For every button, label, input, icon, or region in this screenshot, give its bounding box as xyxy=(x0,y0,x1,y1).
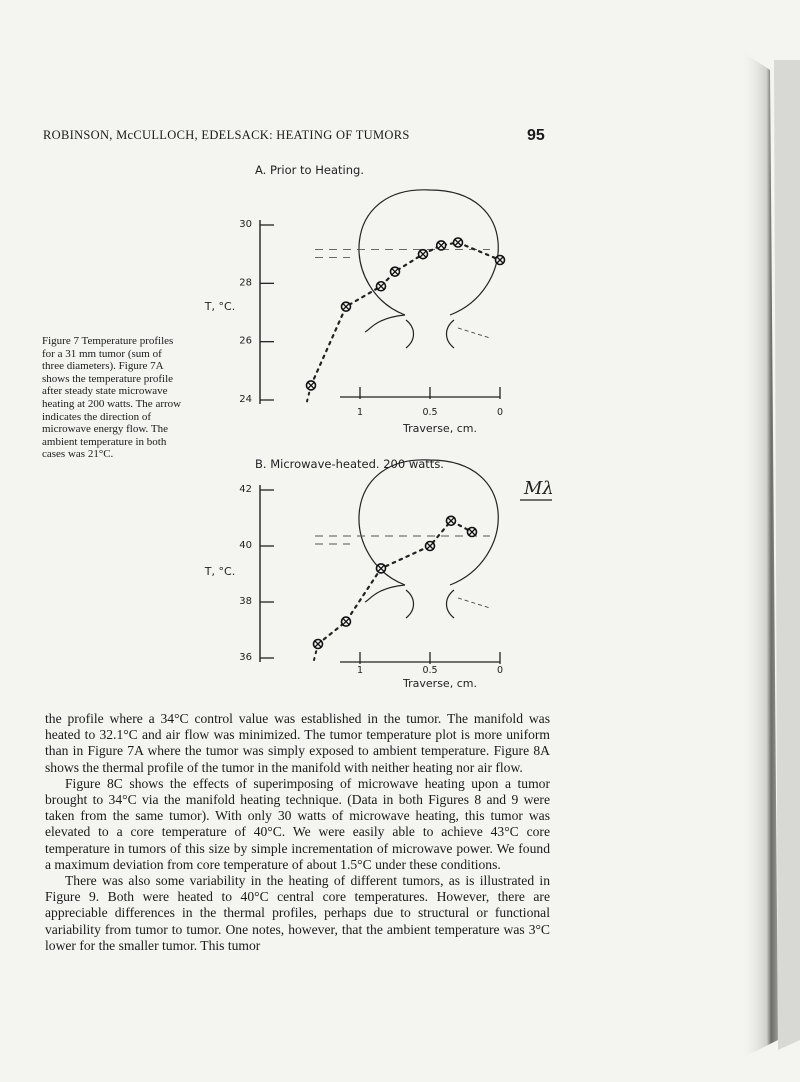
data-point xyxy=(447,516,456,525)
tumor-stalk xyxy=(406,320,414,348)
chart-b xyxy=(204,457,503,690)
chart-title: B. Microwave-heated. 200 watts. xyxy=(255,457,444,471)
data-point xyxy=(377,564,386,573)
body-text xyxy=(45,711,550,954)
x-axis-label: Traverse, cm. xyxy=(403,677,477,690)
body-paragraph-3: There was also some variability in the heating of different tumors, as is illustrated in Figure 9. Both were heated to 40°C central core temperatures. However, there are appreciable differences in the thermal profiles, perhaps due to structural or functional variability from tumor to tumor. One notes, however, that the ambient temperature was 3°C lower for the smaller tumor. This tumor xyxy=(45,873,550,953)
data-point xyxy=(419,250,428,259)
profile-curve xyxy=(311,243,500,386)
figure-7-charts xyxy=(190,150,570,700)
x-tick-label: 0.5 xyxy=(422,665,438,676)
body-paragraph-2: Figure 8C shows the effects of superimposing of microwave heating upon a tumor brought to 34°C via the manifold heating technique. (Data in both Figures 8 and 9 were taken from the same tumor). With only 30 watts of microwave heating, this tumor was elevated to a core temperature of 40°C. We were easily able to achieve 43°C core temperature in tumors of this size by simple incrementation of microwave power. We found a maximum deviation from core temperature of about 1.5°C under these conditions. xyxy=(45,775,550,872)
data-point xyxy=(426,542,435,551)
data-point xyxy=(391,267,400,276)
tumor-stalk xyxy=(447,320,455,348)
data-point xyxy=(342,617,351,626)
page-binding-edge xyxy=(650,40,800,1060)
running-title: ROBINSON, McCULLOCH, EDELSACK: HEATING OF TUMORS xyxy=(43,128,410,142)
x-axis-label: Traverse, cm. xyxy=(403,422,477,435)
y-tick-label: 36 xyxy=(239,652,252,663)
x-tick-label: 0 xyxy=(496,665,504,676)
tumor-stalk xyxy=(365,585,405,602)
y-tick-label: 40 xyxy=(239,540,252,551)
y-tick-label: 24 xyxy=(239,394,252,405)
data-point xyxy=(454,238,463,247)
tumor-stalk xyxy=(406,590,414,618)
tumor-stalk xyxy=(447,590,455,618)
x-tick-label: 0.5 xyxy=(422,407,438,418)
data-point xyxy=(496,256,505,265)
y-axis-label: T, °C. xyxy=(204,565,236,578)
tumor-dashed-outline xyxy=(458,328,490,338)
y-axis-label: T, °C. xyxy=(204,300,236,313)
y-tick-label: 42 xyxy=(239,484,252,495)
page-number: 95 xyxy=(527,127,545,144)
data-point xyxy=(342,302,351,311)
data-point xyxy=(437,241,446,250)
x-tick-label: 0 xyxy=(496,407,504,418)
y-tick-label: 30 xyxy=(239,219,252,230)
data-point xyxy=(314,640,323,649)
y-tick-label: 38 xyxy=(239,596,252,607)
y-tick-label: 26 xyxy=(239,335,252,347)
chart-a xyxy=(204,163,505,435)
data-point xyxy=(377,282,386,291)
tumor-stalk xyxy=(365,315,405,332)
data-point xyxy=(468,528,477,537)
body-paragraph-1: the profile where a 34°C control value was established in the tumor. The manifold was heated to 32.1°C and air flow was minimized. The tumor temperature plot is more uniform than in Figure 7A where the tumor was simply exposed to ambient temperature. Figure 8A shows the thermal profile of the tumor in the manifold with neither heating nor air flow. xyxy=(45,711,550,775)
x-tick-label: 1 xyxy=(356,665,364,676)
x-tick-label: 1 xyxy=(356,407,364,418)
figure-caption: Figure 7 Temperature profiles for a 31 mm tumor (sum of three diameters). Figure 7A shows the temperature profile after steady state microwave heating at 200 watts. The arrow indicates the direction of microwave energy flow. The ambient temperature in both cases was 21°C. xyxy=(42,335,182,461)
chart-title: A. Prior to Heating. xyxy=(255,163,364,177)
profile-curve xyxy=(318,521,472,644)
tumor-dashed-outline xyxy=(458,598,490,608)
tumor-outline xyxy=(359,190,498,315)
data-point xyxy=(307,381,316,390)
y-tick-label: 28 xyxy=(239,277,252,289)
handwritten-note: Mλ xyxy=(524,478,554,499)
